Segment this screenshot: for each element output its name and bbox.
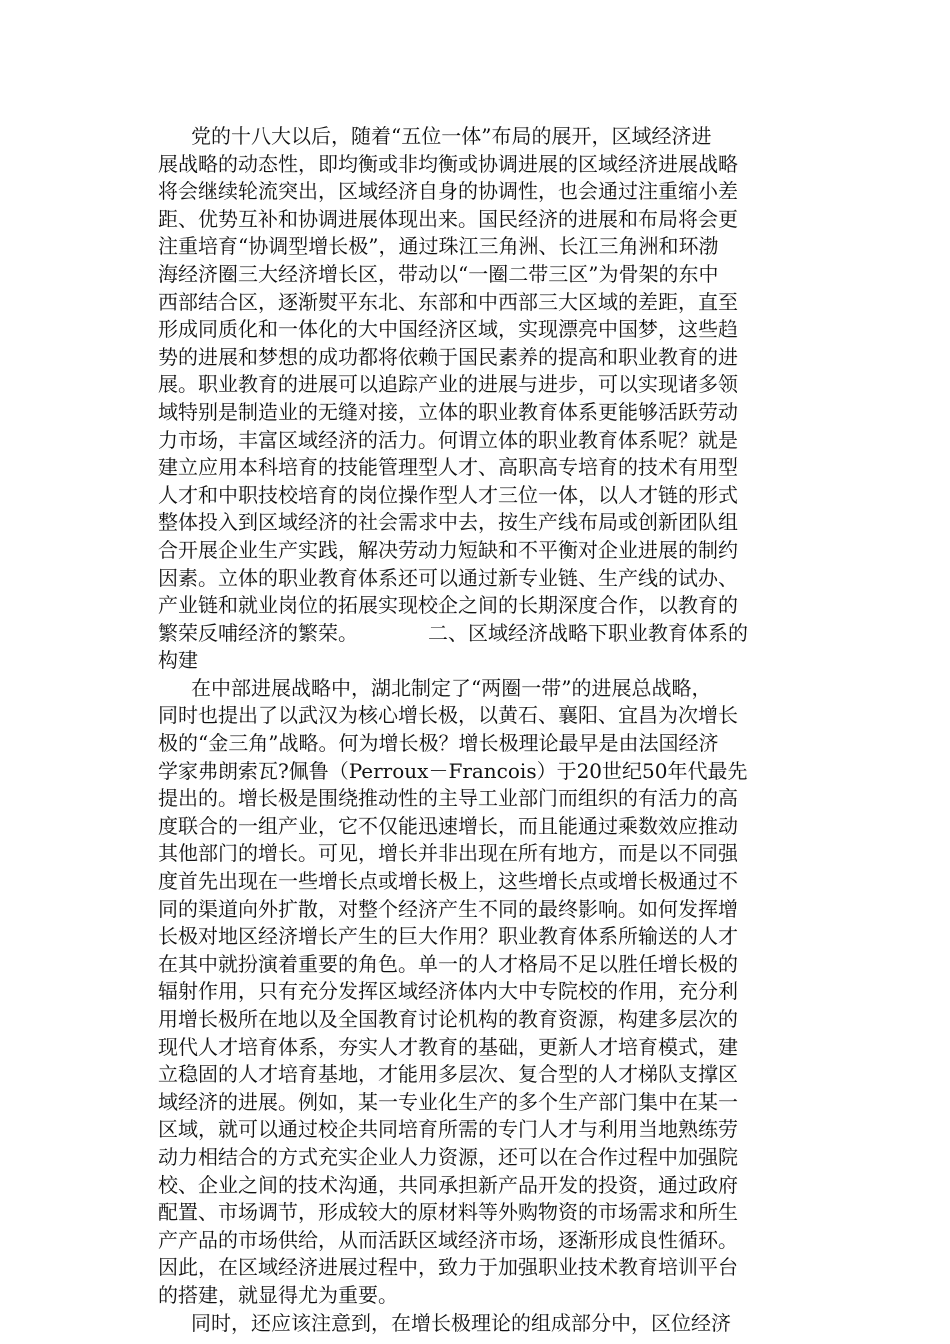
text-line: 极的“金三角”战略。何为增长极？增长极理论最早是由法国经济 bbox=[158, 731, 719, 756]
text-line: 同的渠道向外扩散，对整个经济产生不同的最终影响。如何发挥增 bbox=[158, 896, 738, 921]
text-line: 合开展企业生产实践，解决劳动力短缺和不平衡对企业进展的制约 bbox=[158, 537, 738, 562]
text-line: 展。职业教育的进展可以追踪产业的进展与进步，可以实现诸多领 bbox=[158, 372, 738, 397]
text-line: 建立应用本科培育的技能管理型人才、高职高专培育的技术有用型 bbox=[158, 455, 738, 480]
text-line: 长极对地区经济增长产生的巨大作用？职业教育体系所输送的人才 bbox=[158, 924, 738, 949]
text-line: 海经济圈三大经济增长区，带动以“一圈二带三区”为骨架的东中 bbox=[158, 261, 719, 286]
text-line: 在中部进展战略中，湖北制定了“两圈一带”的进展总战略， bbox=[191, 675, 712, 700]
section-heading-continuation: 构建 bbox=[158, 648, 198, 673]
text-line: 党的十八大以后，随着“五位一体”布局的展开，区域经济进 bbox=[191, 124, 712, 148]
paragraph-2 bbox=[158, 675, 794, 1310]
text-line: 产产品的市场供给，从而活跃区域经济市场，逐渐形成良性循环。 bbox=[158, 1227, 738, 1252]
text-line: 因此，在区域经济进展过程中，致力于加强职业技术教育培训平台 bbox=[158, 1255, 738, 1280]
text-line: 度首先出现在一些增长点或增长极上，这些增长点或增长极通过不 bbox=[158, 869, 738, 894]
text-line: 在其中就扮演着重要的角色。单一的人才格局不足以胜任增长极的 bbox=[158, 951, 738, 976]
paragraph-3 bbox=[158, 1310, 794, 1338]
text-line: 校、企业之间的技术沟通，共同承担新产品开发的投资，通过政府 bbox=[158, 1172, 738, 1197]
text-line: 形成同质化和一体化的大中国经济区域，实现漂亮中国梦，这些趋 bbox=[158, 317, 738, 342]
text-line: 域经济的进展。例如，某一专业化生产的多个生产部门集中在某一 bbox=[158, 1089, 738, 1114]
text-line: 因素。立体的职业教育体系还可以通过新专业链、生产线的试办、 bbox=[158, 565, 738, 590]
text-line: 配置、市场调节，形成较大的原材料等外购物资的市场需求和所生 bbox=[158, 1200, 738, 1225]
text-line: 距、优势互补和协调进展体现出来。国民经济的进展和布局将会更 bbox=[158, 206, 738, 231]
text-line: 辐射作用，只有充分发挥区域经济体内大中专院校的作用，充分利 bbox=[158, 979, 738, 1004]
text-line: 提出的。增长极是围绕推动性的主导工业部门而组织的有活力的高 bbox=[158, 786, 738, 811]
text-line: 的搭建，就显得尤为重要。 bbox=[158, 1282, 398, 1307]
paragraph-1-closing: 繁荣反哺经济的繁荣。 bbox=[158, 620, 358, 645]
paragraph-1 bbox=[158, 123, 794, 675]
text-line: 西部结合区，逐渐熨平东北、东部和中西部三大区域的差距，直至 bbox=[158, 289, 738, 314]
text-line: 人才和中职技校培育的岗位操作型人才三位一体，以人才链的形式 bbox=[158, 482, 738, 507]
text-line bbox=[158, 620, 794, 648]
text-line: 学家弗朗索瓦?佩鲁（Perroux－Francois）于20世纪50年代最先 bbox=[158, 758, 748, 783]
text-line: 其他部门的增长。可见，增长并非出现在所有地方，而是以不同强 bbox=[158, 841, 738, 866]
document-body bbox=[158, 123, 794, 1337]
text-line: 动力相结合的方式充实企业人力资源，还可以在合作过程中加强院 bbox=[158, 1144, 738, 1169]
text-line: 度联合的一组产业，它不仅能迅速增长，而且能通过乘数效应推动 bbox=[158, 813, 738, 838]
text-line: 同时也提出了以武汉为核心增长极，以黄石、襄阳、宜昌为次增长 bbox=[158, 703, 738, 728]
text-line: 势的进展和梦想的成功都将依赖于国民素养的提高和职业教育的进 bbox=[158, 344, 738, 369]
text-line: 产业链和就业岗位的拓展实现校企之间的长期深度合作，以教育的 bbox=[158, 593, 738, 618]
text-line: 展战略的动态性，即均衡或非均衡或协调进展的区域经济进展战略 bbox=[158, 151, 738, 176]
text-line: 将会继续轮流突出，区域经济自身的协调性，也会通过注重缩小差 bbox=[158, 179, 738, 204]
text-line: 区域，就可以通过校企共同培育所需的专门人才与利用当地熟练劳 bbox=[158, 1117, 738, 1142]
text-line: 整体投入到区域经济的社会需求中去，按生产线布局或创新团队组 bbox=[158, 510, 738, 535]
text-line: 现代人才培育体系，夯实人才教育的基础，更新人才培育模式，建 bbox=[158, 1034, 738, 1059]
text-line: 力市场，丰富区域经济的活力。何谓立体的职业教育体系呢？就是 bbox=[158, 427, 738, 452]
text-line: 注重培育“协调型增长极”，通过珠江三角洲、长江三角洲和环渤 bbox=[158, 234, 719, 259]
text-line: 域特别是制造业的无缝对接，立体的职业教育体系更能够活跃劳动 bbox=[158, 399, 738, 424]
text-line: 同时，还应该注意到，在增长极理论的组成部分中，区位经济 bbox=[191, 1310, 731, 1335]
text-line: 立稳固的人才培育基地，才能用多层次、复合型的人才梯队支撑区 bbox=[158, 1062, 738, 1087]
section-heading: 二、区域经济战略下职业教育体系的 bbox=[428, 620, 748, 645]
text-line: 用增长极所在地以及全国教育讨论机构的教育资源，构建多层次的 bbox=[158, 1007, 738, 1031]
